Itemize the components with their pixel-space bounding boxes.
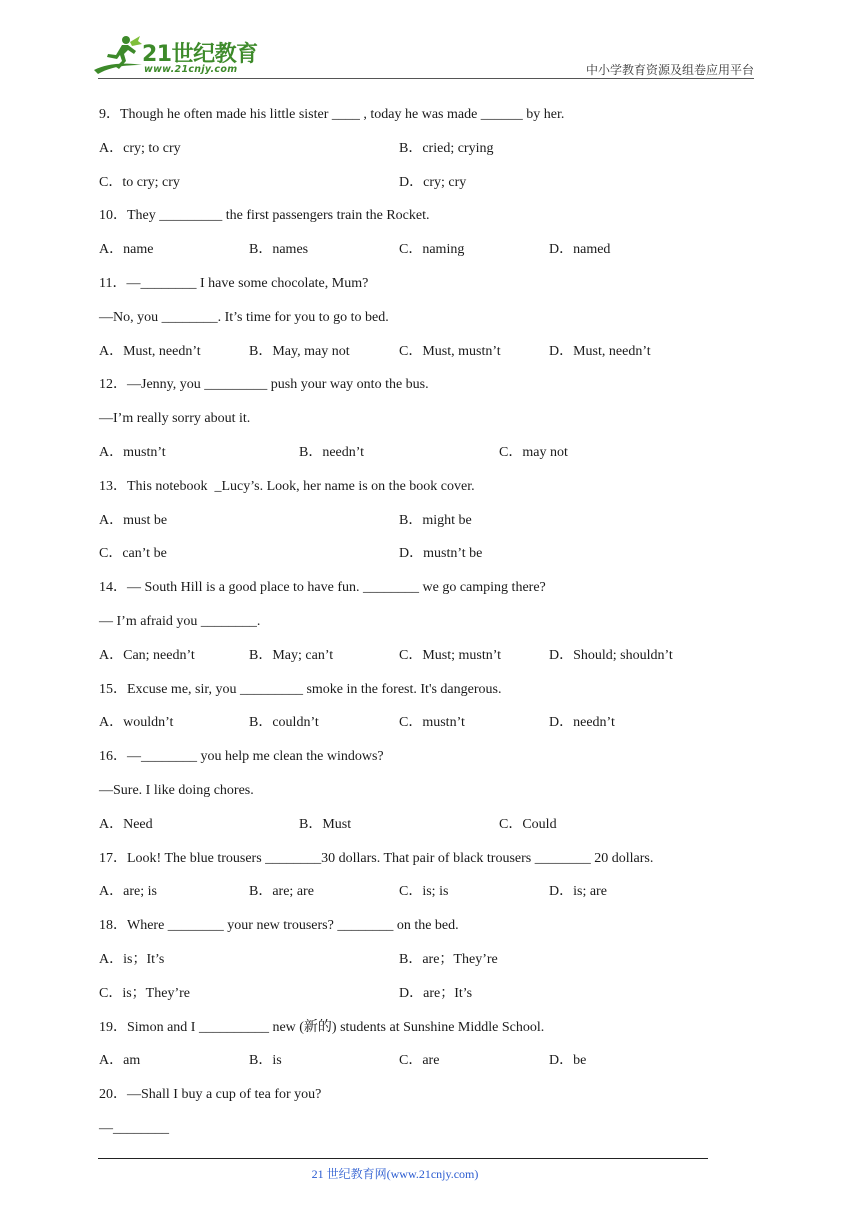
option-b: B．is <box>249 1053 282 1069</box>
question-16-options <box>99 808 739 842</box>
option-b: B．needn’t <box>299 444 365 460</box>
question-14-stem: 14．— South Hill is a good place to have fun. ________ we go camping there? <box>99 580 546 596</box>
question-19-stem: 19．Simon and I __________ new (新的) students at Sunshine Middle School. <box>99 1019 545 1035</box>
option-a: A．must be <box>99 512 168 528</box>
page-footer[interactable] <box>0 1165 860 1182</box>
option-b: B．might be <box>399 512 472 528</box>
option-c: C．Must; mustn’t <box>399 647 502 663</box>
question-18-options <box>99 943 739 977</box>
question-10-options <box>99 233 739 267</box>
question-14-options <box>99 639 739 673</box>
logo-text: 21世纪教育 <box>142 42 258 67</box>
question-11-options <box>99 335 739 369</box>
option-c: C．is; is <box>399 884 449 900</box>
question-17-stem: 17．Look! The blue trousers ________30 dollars. That pair of black trousers ________ 20 dollars. <box>99 850 654 866</box>
option-a: A．is；It’s <box>99 951 165 967</box>
question-19-options <box>99 1044 739 1078</box>
option-b: B．names <box>249 242 309 258</box>
option-d: D．named <box>549 242 611 258</box>
option-a: A．name <box>99 242 154 258</box>
question-15-stem: 15．Excuse me, sir, you _________ smoke in the forest. It's dangerous. <box>99 681 502 697</box>
question-17-options <box>99 875 739 909</box>
option-c: C．are <box>399 1053 440 1069</box>
option-a: A．wouldn’t <box>99 715 174 731</box>
question-14-response: — I’m afraid you ________. <box>99 613 261 629</box>
option-a: A．Must, needn’t <box>99 343 201 359</box>
question-9-stem: 9．Though he often made his little sister ____ , today he was made ______ by her. <box>99 107 565 122</box>
site-logo[interactable] <box>92 34 262 78</box>
option-c: C．can’t be <box>99 546 167 562</box>
option-b: B．May, may not <box>249 343 350 359</box>
page-header <box>0 0 860 80</box>
footer-link[interactable]: 21 世纪教育网(www.21cnjy.com) <box>311 1167 479 1181</box>
question-16-stem: 16．—________ you help me clean the windows? <box>99 749 384 765</box>
header-divider <box>98 78 754 79</box>
option-d: D．are；It’s <box>399 985 473 1001</box>
question-18-stem: 18．Where ________ your new trousers? ________ on the bed. <box>99 918 459 934</box>
question-13-stem: 13．This notebook _Lucy’s. Look, her name is on the book cover. <box>99 478 475 494</box>
option-c: C．naming <box>399 242 465 258</box>
question-11-stem: 11．—________ I have some chocolate, Mum? <box>99 275 369 291</box>
option-d: D．Must, needn’t <box>549 343 651 359</box>
option-c: C．Could <box>499 816 557 832</box>
question-10-stem: 10．They _________ the first passengers train the Rocket. <box>99 208 430 224</box>
question-12-options <box>99 436 739 470</box>
option-a: A．Need <box>99 816 153 832</box>
platform-name: 中小学教育资源及组卷应用平台 <box>585 63 754 77</box>
option-b: B．are; are <box>249 884 314 900</box>
option-a: A．Can; needn’t <box>99 647 195 663</box>
option-c: C．mustn’t <box>399 715 465 731</box>
question-12-stem: 12．—Jenny, you _________ push your way onto the bus. <box>99 377 429 393</box>
option-a: A．cry; to cry <box>99 140 181 156</box>
question-18-options <box>99 977 739 1011</box>
option-b: B．cried; crying <box>399 140 494 156</box>
option-d: D．is; are <box>549 884 607 900</box>
option-c: C．Must, mustn’t <box>399 343 501 359</box>
option-b: B．couldn’t <box>249 715 319 731</box>
question-list <box>99 98 739 1146</box>
option-c: C．is；They’re <box>99 985 190 1001</box>
question-13-options <box>99 537 739 571</box>
question-20-stem: 20．—Shall I buy a cup of tea for you? <box>99 1087 322 1103</box>
option-d: D．cry; cry <box>399 174 467 190</box>
question-13-options <box>99 504 739 538</box>
runner-logo-icon <box>92 34 144 78</box>
option-b: B．Must <box>299 816 352 832</box>
option-b: B．May; can’t <box>249 647 334 663</box>
option-a: A．mustn’t <box>99 444 166 460</box>
option-a: A．am <box>99 1053 141 1069</box>
question-11-response: —No, you ________. It’s time for you to go to bed. <box>99 309 389 325</box>
question-12-response: —I’m really sorry about it. <box>99 411 251 427</box>
question-15-options <box>99 706 739 740</box>
logo-url: www.21cnjy.com <box>144 64 238 75</box>
question-9-options <box>99 132 739 166</box>
option-c: C．may not <box>499 444 568 460</box>
option-d: D．needn’t <box>549 715 615 731</box>
option-b: B．are；They’re <box>399 951 498 967</box>
option-d: D．be <box>549 1053 587 1069</box>
question-16-response: —Sure. I like doing chores. <box>99 782 254 798</box>
option-d: D．mustn’t be <box>399 546 483 562</box>
question-20-response: —________ <box>99 1120 169 1136</box>
option-a: A．are; is <box>99 884 157 900</box>
footer-divider <box>98 1158 708 1159</box>
question-9-options <box>99 166 739 200</box>
option-c: C．to cry; cry <box>99 174 180 190</box>
option-d: D．Should; shouldn’t <box>549 647 673 663</box>
